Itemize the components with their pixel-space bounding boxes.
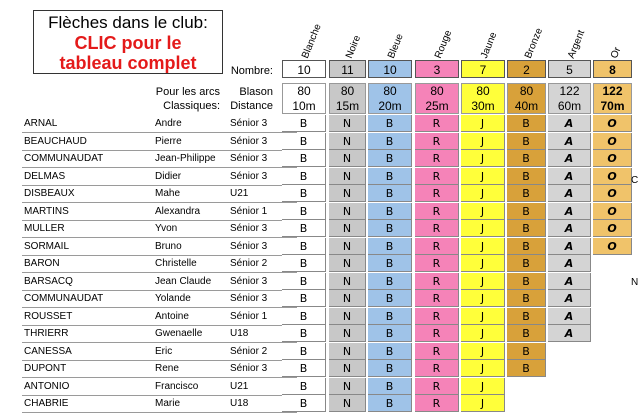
- level-cell-blanche: B: [282, 308, 326, 325]
- level-cell-jaune: J: [461, 395, 505, 412]
- table-row: [22, 150, 622, 167]
- level-cell-argent: A: [548, 115, 591, 132]
- member-name: DELMAS: [24, 170, 66, 182]
- classiques-label: Classiques:: [163, 100, 220, 112]
- level-cell-jaune: J: [461, 220, 505, 237]
- level-cell-rouge: R: [415, 308, 459, 325]
- member-category: Sénior 3: [230, 240, 268, 252]
- member-first-name: Gwenaelle: [155, 328, 203, 339]
- level-cell-noire: N: [329, 185, 366, 202]
- level-cell-bronze: B: [507, 220, 546, 237]
- member-name: ROUSSET: [24, 310, 73, 322]
- level-cell-argent: A: [548, 273, 591, 290]
- level-cell-bronze: B: [507, 325, 546, 342]
- distance-value: 30m: [471, 99, 495, 113]
- count-noire: 11: [329, 60, 366, 78]
- blason-value: 80: [519, 84, 534, 98]
- member-name: ANTONIO: [24, 380, 70, 392]
- level-cell-bleue: B: [368, 255, 412, 272]
- level-cell-jaune: J: [461, 168, 505, 185]
- level-cell-bronze: B: [507, 115, 546, 132]
- table-row: [22, 378, 622, 395]
- level-cell-bronze: B: [507, 343, 546, 360]
- level-header-argent: Argent: [565, 28, 587, 61]
- level-cell-blanche: B: [282, 325, 326, 342]
- level-header-noire: Noire: [343, 33, 363, 61]
- member-first-name: Yvon: [155, 223, 178, 234]
- level-header-blanche: Blanche: [300, 22, 324, 61]
- count-argent: 5: [548, 60, 591, 78]
- member-name: CANESSA: [24, 345, 72, 357]
- level-cell-noire: N: [329, 343, 366, 360]
- level-cell-bronze: B: [507, 360, 546, 377]
- member-category: Sénior 3: [230, 275, 268, 287]
- member-category: U21: [230, 380, 249, 392]
- level-cell-bleue: B: [368, 308, 412, 325]
- member-name: DISBEAUX: [24, 188, 75, 199]
- title-line-3: tableau complet: [59, 53, 197, 73]
- member-category: Sénior 3: [230, 118, 268, 129]
- member-name: BARON: [24, 258, 60, 269]
- distance-value: 10m: [292, 99, 316, 113]
- level-cell-argent: A: [548, 290, 591, 307]
- level-cell-rouge: R: [415, 378, 459, 395]
- level-cell-jaune: J: [461, 343, 505, 360]
- blason-value: 80: [430, 84, 444, 98]
- count-bronze: 2: [507, 60, 546, 78]
- nombre-label: Nombre:: [230, 65, 273, 77]
- count-or: 8: [593, 60, 632, 78]
- count-blanche: 10: [282, 60, 326, 78]
- member-category: Sénior 3: [230, 293, 268, 304]
- level-cell-argent: A: [548, 203, 591, 220]
- level-cell-bleue: B: [368, 168, 412, 185]
- level-cell-bronze: B: [507, 133, 546, 150]
- distance-value: 20m: [378, 99, 402, 113]
- level-cell-blanche: B: [282, 273, 326, 290]
- level-cell-jaune: J: [461, 185, 505, 202]
- level-header-bronze: Bronze: [522, 26, 545, 61]
- member-category: Sénior 3: [230, 135, 268, 147]
- table-row: [22, 115, 622, 132]
- level-cell-bleue: B: [368, 133, 412, 150]
- level-cell-or: O: [593, 115, 632, 132]
- level-cell-blanche: B: [282, 238, 326, 255]
- level-cell-rouge: R: [415, 168, 459, 185]
- member-name: BARSACQ: [24, 275, 73, 287]
- level-cell-bronze: B: [507, 150, 546, 167]
- level-cell-noire: N: [329, 238, 366, 255]
- member-category: Sénior 2: [230, 345, 268, 357]
- member-first-name: Antoine: [155, 310, 189, 322]
- table-row: [22, 203, 622, 220]
- blason-distance-or: [593, 83, 632, 114]
- level-cell-bleue: B: [368, 150, 412, 167]
- level-cell-bleue: B: [368, 203, 412, 220]
- level-cell-noire: N: [329, 273, 366, 290]
- table-row: [22, 308, 622, 325]
- edge-mark-c: C: [631, 175, 639, 186]
- member-category: U18: [230, 328, 249, 339]
- level-cell-argent: A: [548, 255, 591, 272]
- level-cell-jaune: J: [461, 115, 505, 132]
- member-name: DUPONT: [24, 363, 67, 374]
- level-cell-or: O: [593, 168, 632, 185]
- level-cell-bleue: B: [368, 325, 412, 342]
- level-cell-bleue: B: [368, 343, 412, 360]
- table-row: [22, 185, 622, 202]
- blason-distance-blanche: [282, 83, 326, 114]
- table-row: [22, 395, 622, 412]
- blason-value: 122: [559, 84, 580, 98]
- blason-distance-bronze: [507, 83, 546, 114]
- level-cell-jaune: J: [461, 308, 505, 325]
- level-cell-rouge: R: [415, 255, 459, 272]
- count-rouge: 3: [415, 60, 459, 78]
- level-cell-noire: N: [329, 360, 366, 377]
- level-cell-jaune: J: [461, 290, 505, 307]
- level-cell-rouge: R: [415, 133, 459, 150]
- member-first-name: Marie: [155, 398, 181, 409]
- level-cell-blanche: B: [282, 290, 326, 307]
- blason-value: 80: [297, 84, 311, 98]
- level-cell-or: O: [593, 220, 632, 237]
- level-cell-bronze: B: [507, 308, 546, 325]
- table-row: [22, 343, 622, 360]
- blason-value: 80: [476, 84, 490, 98]
- member-category: Sénior 3: [230, 363, 268, 374]
- level-cell-jaune: J: [461, 150, 505, 167]
- level-cell-bronze: B: [507, 168, 546, 185]
- member-category: U18: [230, 398, 249, 409]
- level-cell-blanche: B: [282, 378, 326, 395]
- level-cell-bleue: B: [368, 395, 412, 412]
- level-cell-bleue: B: [368, 360, 412, 377]
- table-row: [22, 220, 622, 237]
- level-cell-rouge: R: [415, 185, 459, 202]
- level-cell-noire: N: [329, 220, 366, 237]
- level-cell-rouge: R: [415, 325, 459, 342]
- member-name: MARTINS: [24, 205, 69, 217]
- distance-value: 15m: [335, 99, 360, 113]
- level-cell-argent: A: [548, 133, 591, 150]
- level-cell-blanche: B: [282, 133, 326, 150]
- level-cell-bronze: B: [507, 255, 546, 272]
- level-cell-noire: N: [329, 325, 366, 342]
- level-cell-blanche: B: [282, 115, 326, 132]
- level-cell-noire: N: [329, 378, 366, 395]
- level-cell-blanche: B: [282, 343, 326, 360]
- member-first-name: Bruno: [155, 240, 182, 252]
- member-first-name: Christelle: [155, 258, 197, 269]
- title-line-2: CLIC pour le: [74, 33, 182, 53]
- level-cell-argent: A: [548, 168, 591, 185]
- level-cell-argent: A: [548, 308, 591, 325]
- member-category: Sénior 3: [230, 153, 268, 164]
- level-cell-blanche: B: [282, 203, 326, 220]
- level-cell-or: O: [593, 185, 632, 202]
- level-cell-bronze: B: [507, 273, 546, 290]
- blason-value: 122: [602, 84, 623, 98]
- member-category: Sénior 3: [230, 170, 268, 182]
- level-cell-blanche: B: [282, 150, 326, 167]
- table-row: [22, 255, 622, 272]
- level-cell-bleue: B: [368, 185, 412, 202]
- level-cell-noire: N: [329, 115, 366, 132]
- pour-les-arcs-label: Pour les arcs: [155, 86, 220, 98]
- level-cell-bleue: B: [368, 220, 412, 237]
- member-category: Sénior 1: [230, 310, 268, 322]
- level-cell-rouge: R: [415, 395, 459, 412]
- distance-value: 60m: [557, 99, 582, 113]
- blason-label: Blason: [239, 86, 273, 98]
- blason-distance-noire: [329, 83, 366, 114]
- member-first-name: Pierre: [155, 135, 182, 147]
- level-cell-jaune: J: [461, 203, 505, 220]
- distance-value: 40m: [514, 99, 539, 113]
- member-category: Sénior 2: [230, 258, 268, 269]
- level-cell-bronze: B: [507, 203, 546, 220]
- table-row: [22, 290, 622, 307]
- level-cell-noire: N: [329, 290, 366, 307]
- blason-distance-argent: [548, 83, 591, 114]
- member-name: THRIERR: [24, 328, 69, 339]
- distance-value: 25m: [425, 99, 449, 113]
- member-category: Sénior 3: [230, 223, 268, 234]
- level-cell-or: O: [593, 238, 632, 255]
- level-cell-bronze: B: [507, 238, 546, 255]
- level-cell-jaune: J: [461, 273, 505, 290]
- level-header-rouge: Rouge: [433, 28, 455, 61]
- level-cell-bleue: B: [368, 115, 412, 132]
- level-cell-jaune: J: [461, 378, 505, 395]
- member-name: COMMUNAUDAT: [24, 153, 104, 164]
- member-first-name: Francisco: [155, 380, 199, 392]
- member-first-name: Alexandra: [155, 205, 201, 217]
- level-cell-jaune: J: [461, 325, 505, 342]
- level-header-bleue: Bleue: [386, 32, 406, 61]
- member-first-name: Jean-Philippe: [155, 153, 216, 164]
- level-cell-jaune: J: [461, 238, 505, 255]
- level-cell-rouge: R: [415, 220, 459, 237]
- level-cell-rouge: R: [415, 290, 459, 307]
- blason-distance-jaune: [461, 83, 505, 114]
- table-row: [22, 133, 622, 150]
- level-cell-argent: A: [548, 185, 591, 202]
- level-cell-blanche: B: [282, 220, 326, 237]
- member-name: CHABRIE: [24, 398, 69, 409]
- level-cell-bleue: B: [368, 378, 412, 395]
- level-cell-noire: N: [329, 133, 366, 150]
- count-jaune: 7: [461, 60, 505, 78]
- level-cell-jaune: J: [461, 133, 505, 150]
- level-cell-jaune: J: [461, 255, 505, 272]
- level-cell-or: O: [593, 203, 632, 220]
- member-name: ARNAL: [24, 118, 58, 129]
- level-header-jaune: Jaune: [479, 30, 500, 61]
- edge-mark-n: N: [631, 277, 639, 288]
- level-cell-noire: N: [329, 168, 366, 185]
- level-header-or: Or: [608, 45, 623, 61]
- level-cell-or: O: [593, 133, 632, 150]
- level-cell-bleue: B: [368, 238, 412, 255]
- level-cell-rouge: R: [415, 115, 459, 132]
- blason-distance-rouge: [415, 83, 459, 114]
- title-line-1: Flèches dans le club:: [48, 13, 208, 32]
- level-cell-blanche: B: [282, 395, 326, 412]
- distance-value: 70m: [600, 99, 625, 113]
- member-name: COMMUNAUDAT: [24, 293, 104, 304]
- member-first-name: Eric: [155, 345, 173, 357]
- table-row: [22, 360, 622, 377]
- level-cell-argent: A: [548, 238, 591, 255]
- level-cell-argent: A: [548, 220, 591, 237]
- table-row: [22, 168, 622, 185]
- level-cell-blanche: B: [282, 185, 326, 202]
- member-first-name: Yolande: [155, 293, 191, 304]
- level-cell-rouge: R: [415, 343, 459, 360]
- member-name: MULLER: [24, 223, 65, 234]
- distance-label: Distance: [230, 100, 273, 112]
- member-name: SORMAIL: [24, 240, 70, 252]
- member-first-name: Mahe: [155, 188, 181, 199]
- level-cell-bleue: B: [368, 273, 412, 290]
- member-first-name: Didier: [155, 170, 182, 182]
- member-first-name: Andre: [155, 118, 182, 129]
- level-cell-noire: N: [329, 255, 366, 272]
- level-cell-noire: N: [329, 150, 366, 167]
- level-cell-noire: N: [329, 203, 366, 220]
- table-row: [22, 325, 622, 342]
- level-cell-noire: N: [329, 395, 366, 412]
- blason-distance-bleue: [368, 83, 412, 114]
- table-row: [22, 273, 622, 290]
- level-cell-blanche: B: [282, 168, 326, 185]
- count-bleue: 10: [368, 60, 412, 78]
- level-cell-bleue: B: [368, 290, 412, 307]
- level-cell-jaune: J: [461, 360, 505, 377]
- level-cell-blanche: B: [282, 255, 326, 272]
- member-first-name: Rene: [155, 363, 179, 374]
- level-cell-bronze: B: [507, 185, 546, 202]
- table-row: [22, 238, 622, 255]
- blason-value: 80: [340, 84, 355, 98]
- level-cell-argent: A: [548, 325, 591, 342]
- level-cell-or: O: [593, 150, 632, 167]
- level-cell-bronze: B: [507, 290, 546, 307]
- level-cell-noire: N: [329, 308, 366, 325]
- level-cell-blanche: B: [282, 360, 326, 377]
- member-first-name: Jean Claude: [155, 275, 212, 287]
- member-category: Sénior 1: [230, 205, 268, 217]
- level-cell-rouge: R: [415, 238, 459, 255]
- member-name: BEAUCHAUD: [24, 135, 87, 147]
- level-cell-rouge: R: [415, 203, 459, 220]
- blason-value: 80: [383, 84, 397, 98]
- level-cell-rouge: R: [415, 273, 459, 290]
- level-cell-argent: A: [548, 150, 591, 167]
- member-category: U21: [230, 188, 249, 199]
- level-cell-rouge: R: [415, 150, 459, 167]
- level-cell-rouge: R: [415, 360, 459, 377]
